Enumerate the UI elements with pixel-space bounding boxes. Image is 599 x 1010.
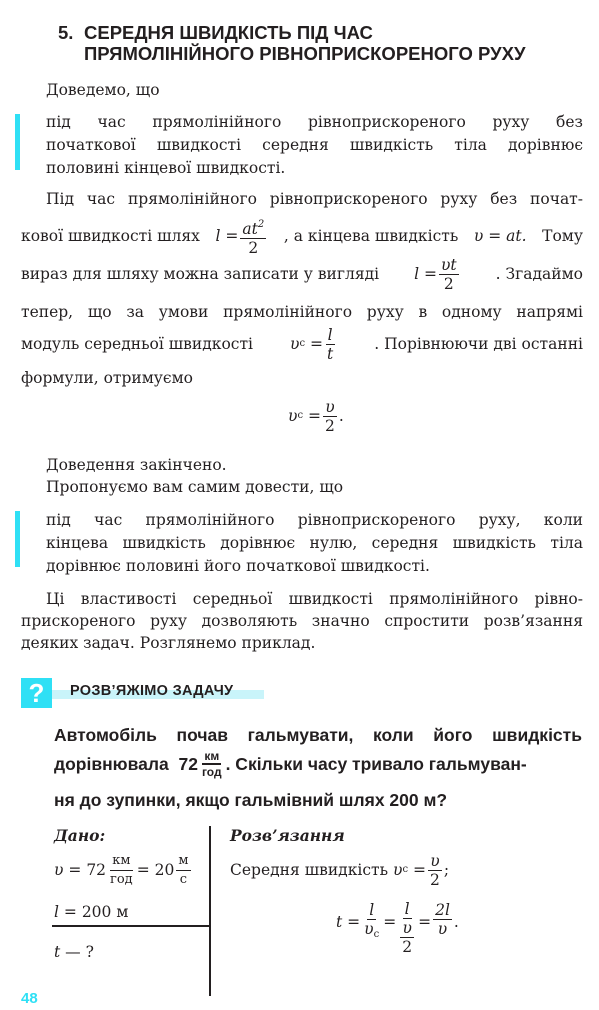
formula-line: вираз для шляху можна записати у вигляді l = $\frac{\upsilon t}{2}$ . Згадаймо: [21, 255, 583, 293]
fraction: $\frac{l}{t}$: [327, 325, 334, 363]
highlight-bar: [15, 114, 20, 170]
path-formula: l = $\frac{\upsilon t}{2}$: [414, 255, 457, 293]
section-number: 5.: [58, 22, 74, 43]
fraction: $\frac{2l}{\upsilon}$: [435, 901, 450, 938]
time-formula: t = $\frac{l}{\upsilon_с}$ = $\frac{l}{\frac{\upsilon}{2}}$ = $\frac{2l}{\upsilon}$ .: [336, 900, 459, 956]
task-text: Автомобіль почав гальмувати, коли його швидкість: [54, 725, 582, 745]
intro-text: Доведемо, що: [46, 81, 160, 99]
find-line: t — ?: [54, 943, 94, 961]
fraction: $\frac{\upsilon}{2}$: [324, 397, 335, 435]
formula-line: кової швидкості шлях l = $\frac{at^2}{2}$ , а кінцева швидкість υ = at. Тому: [21, 214, 583, 258]
avg-speed-formula: υ с = $\frac{l}{t}$: [290, 325, 334, 363]
fraction: $\frac{at^2}{2}$: [240, 216, 266, 257]
fraction: $\frac{км}{\text{год}}$: [201, 749, 222, 779]
fraction: $\frac{l}{\upsilon_с}$: [364, 901, 380, 940]
given-speed: υ = 72 $\frac{км}{\text{год}}$ = 20 $\frac{м}{с}$: [54, 852, 189, 887]
fraction: $\frac{м}{с}$: [178, 852, 189, 887]
task-text: дорівнювала 72 $\frac{км}{\text{год}}$ . Скільки часу тривало гальмуван-: [54, 749, 527, 779]
divider: [209, 826, 211, 996]
task-text: ня до зупинки, якщо гальмівний шлях 200 м?: [54, 790, 448, 810]
fraction: $\frac{\upsilon t}{2}$: [441, 255, 457, 293]
divider: [52, 925, 210, 927]
result-formula: υ с = $\frac{\upsilon}{2}$ .: [288, 397, 344, 435]
fraction: $\frac{км}{\text{год}}$: [110, 852, 133, 887]
given-title: Дано:: [54, 826, 106, 845]
fraction: $\frac{l}{\frac{\upsilon}{2}}$: [402, 900, 413, 956]
fraction: $\frac{\upsilon}{2}$: [429, 851, 440, 889]
solution-title: Розв’язання: [230, 826, 345, 845]
path-formula: l = $\frac{at^2}{2}$: [216, 216, 269, 257]
page-number: 48: [21, 990, 38, 1007]
solution-line: Середня швидкість υ с = $\frac{\upsilon}{2}$ ;: [230, 851, 450, 889]
question-icon: ?: [21, 678, 52, 708]
formula-line: модуль середньої швидкості υ с = $\frac{l}{t}$ . Порівнюючи дві останні: [21, 325, 583, 363]
problem-heading: РОЗВ’ЯЖІМО ЗАДАЧУ: [70, 683, 234, 699]
section-title: 5. СЕРЕДНЯ ШВИДКІСТЬ ПІД ЧАС ПРЯМОЛІНІЙНОГО РІВНОПРИСКОРЕНОГО РУХУ: [58, 22, 526, 64]
highlight-bar: [15, 511, 20, 567]
given-distance: l = 200 м: [54, 903, 129, 921]
